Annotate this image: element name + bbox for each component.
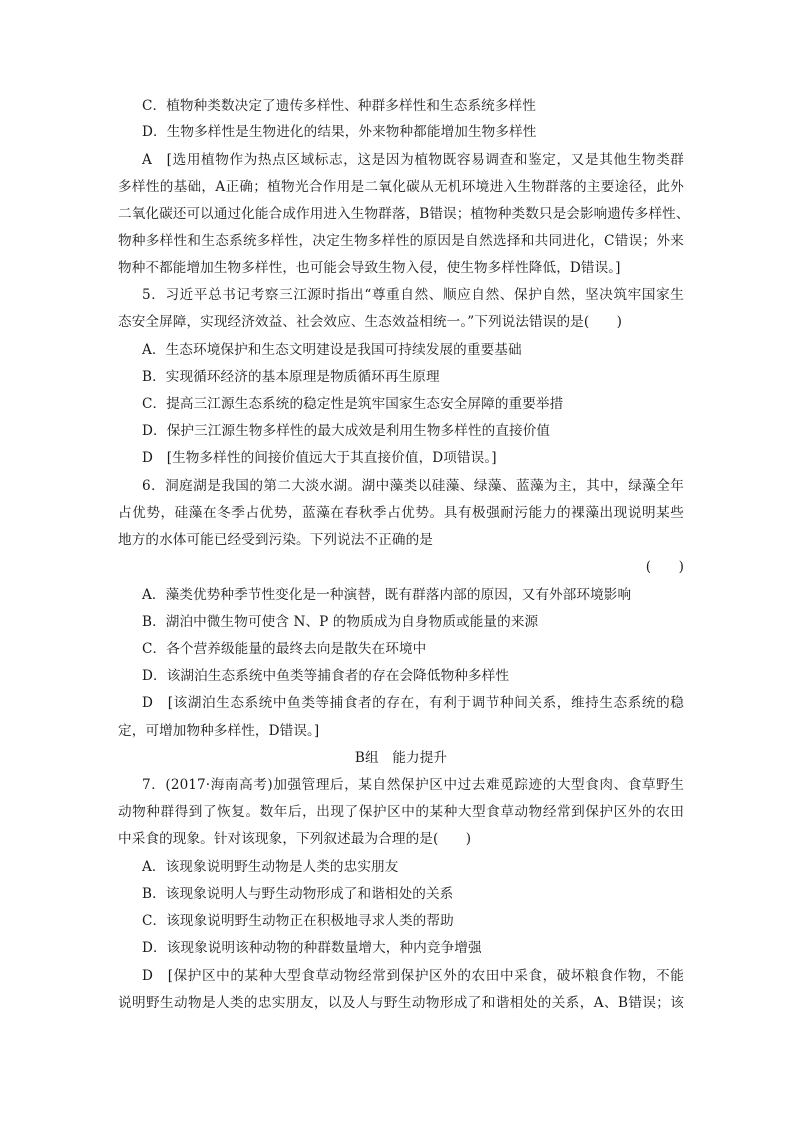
question-6-line-1: 6．洞庭湖是我国的第二大淡水湖。湖中藻类以硅藻、绿藻、蓝藻为主，其中，绿藻全年	[142, 478, 684, 494]
question-7-line-1: 7．(2017·海南高考)加强管理后，某自然保护区中过去难觅踪迹的大型食肉、食草野生	[142, 777, 684, 793]
answer-q5: D [生物多样性的间接价值远大于其直接价值，D项错误。]	[142, 450, 497, 466]
question-5-line-2: 态安全屏障，实现经济效益、社会效应、生态效益相统一。”下列说法错误的是( )	[118, 314, 623, 330]
option-b-q6: B．湖泊中微生物可使含 N、P 的物质成为自身物质或能量的来源	[142, 614, 539, 630]
option-a-q6: A．藻类优势种季节性变化是一种演替，既有群落内部的原因，又有外部环境影响	[142, 587, 632, 603]
option-b-q5: B．实现循环经济的基本原理是物质循环再生原理	[142, 369, 440, 385]
question-6-line-3: 地方的水体可能已经受到污染。下列说法不正确的是	[118, 532, 433, 548]
answer-q4-line-5: 物种不都能增加生物多样性，也可能会导致生物入侵，使生物多样性降低，D错误。]	[118, 260, 621, 276]
answer-q4-line-1: A [选用植物作为热点区域标志，这是因为植物既容易调查和鉴定，又是其他生物类群	[142, 152, 684, 168]
option-a-q7: A．该现象说明野生动物是人类的忠实朋友	[142, 859, 399, 875]
answer-q7-line-2: 说明野生动物是人类的忠实朋友，以及人与野生动物形成了和谐相处的关系，A、B错误；该	[118, 995, 684, 1011]
option-a-q5: A．生态环境保护和生态文明建设是我国可持续发展的重要基础	[142, 342, 522, 358]
option-c-q7: C．该现象说明野生动物正在积极地寻求人类的帮助	[142, 913, 454, 929]
option-d-q4: D．生物多样性是生物进化的结果，外来物种都能增加生物多样性	[142, 124, 537, 140]
option-c-q6: C．各个营养级能量的最终去向是散失在环境中	[142, 641, 427, 657]
section-heading: B组 能力提升	[354, 750, 448, 766]
option-c-q4: C．植物种类数决定了遗传多样性、种群多样性和生态系统多样性	[142, 98, 536, 114]
answer-blank-q6: ( )	[645, 559, 684, 575]
answer-q6-line-2: 定，可增加物种多样性，D错误。]	[118, 723, 320, 739]
option-c-q5: C．提高三江源生态系统的稳定性是筑牢国家生态安全屏障的重要举措	[142, 396, 564, 412]
question-7-line-3: 中采食的现象。针对该现象，下列叙述最为合理的是( )	[118, 831, 472, 847]
answer-q6-line-1: D [该湖泊生态系统中鱼类等捕食者的存在，有利于调节种间关系，维持生态系统的稳	[142, 695, 684, 711]
question-6-line-2: 占优势，硅藻在冬季占优势，蓝藻在春秋季占优势。具有极强耐污能力的裸藻出现说明某些	[118, 505, 684, 521]
option-b-q7: B．该现象说明人与野生动物形成了和谐相处的关系	[142, 886, 454, 902]
option-d-q5: D．保护三江源生物多样性的最大成效是利用生物多样性的直接价值	[142, 423, 551, 439]
answer-q4-line-3: 二氧化碳还可以通过化能合成作用进入生物群落，B错误；植物种类数只是会影响遗传多样性、	[118, 206, 690, 222]
answer-q4-line-4: 物种多样性和生态系统多样性，决定生物多样性的原因是自然选择和共同进化，C错误；外来	[118, 233, 684, 249]
question-5-line-1: 5．习近平总书记考察三江源时指出“尊重自然、顺应自然、保护自然，坚决筑牢国家生	[142, 287, 684, 303]
option-d-q6: D．该湖泊生态系统中鱼类等捕食者的存在会降低物种多样性	[142, 668, 510, 684]
answer-q4-line-2: 多样性的基础，A正确；植物光合作用是二氧化碳从无机环境进入生物群落的主要途径，此外	[118, 179, 684, 195]
answer-q7-line-1: D [保护区中的某种大型食草动物经常到保护区外的农田中采食，破坏粮食作物，不能	[142, 968, 684, 984]
option-d-q7: D．该现象说明该种动物的种群数量增大，种内竞争增强	[142, 940, 482, 956]
question-7-line-2: 动物种群得到了恢复。数年后，出现了保护区中的某种大型食草动物经常到保护区外的农田	[118, 804, 684, 820]
